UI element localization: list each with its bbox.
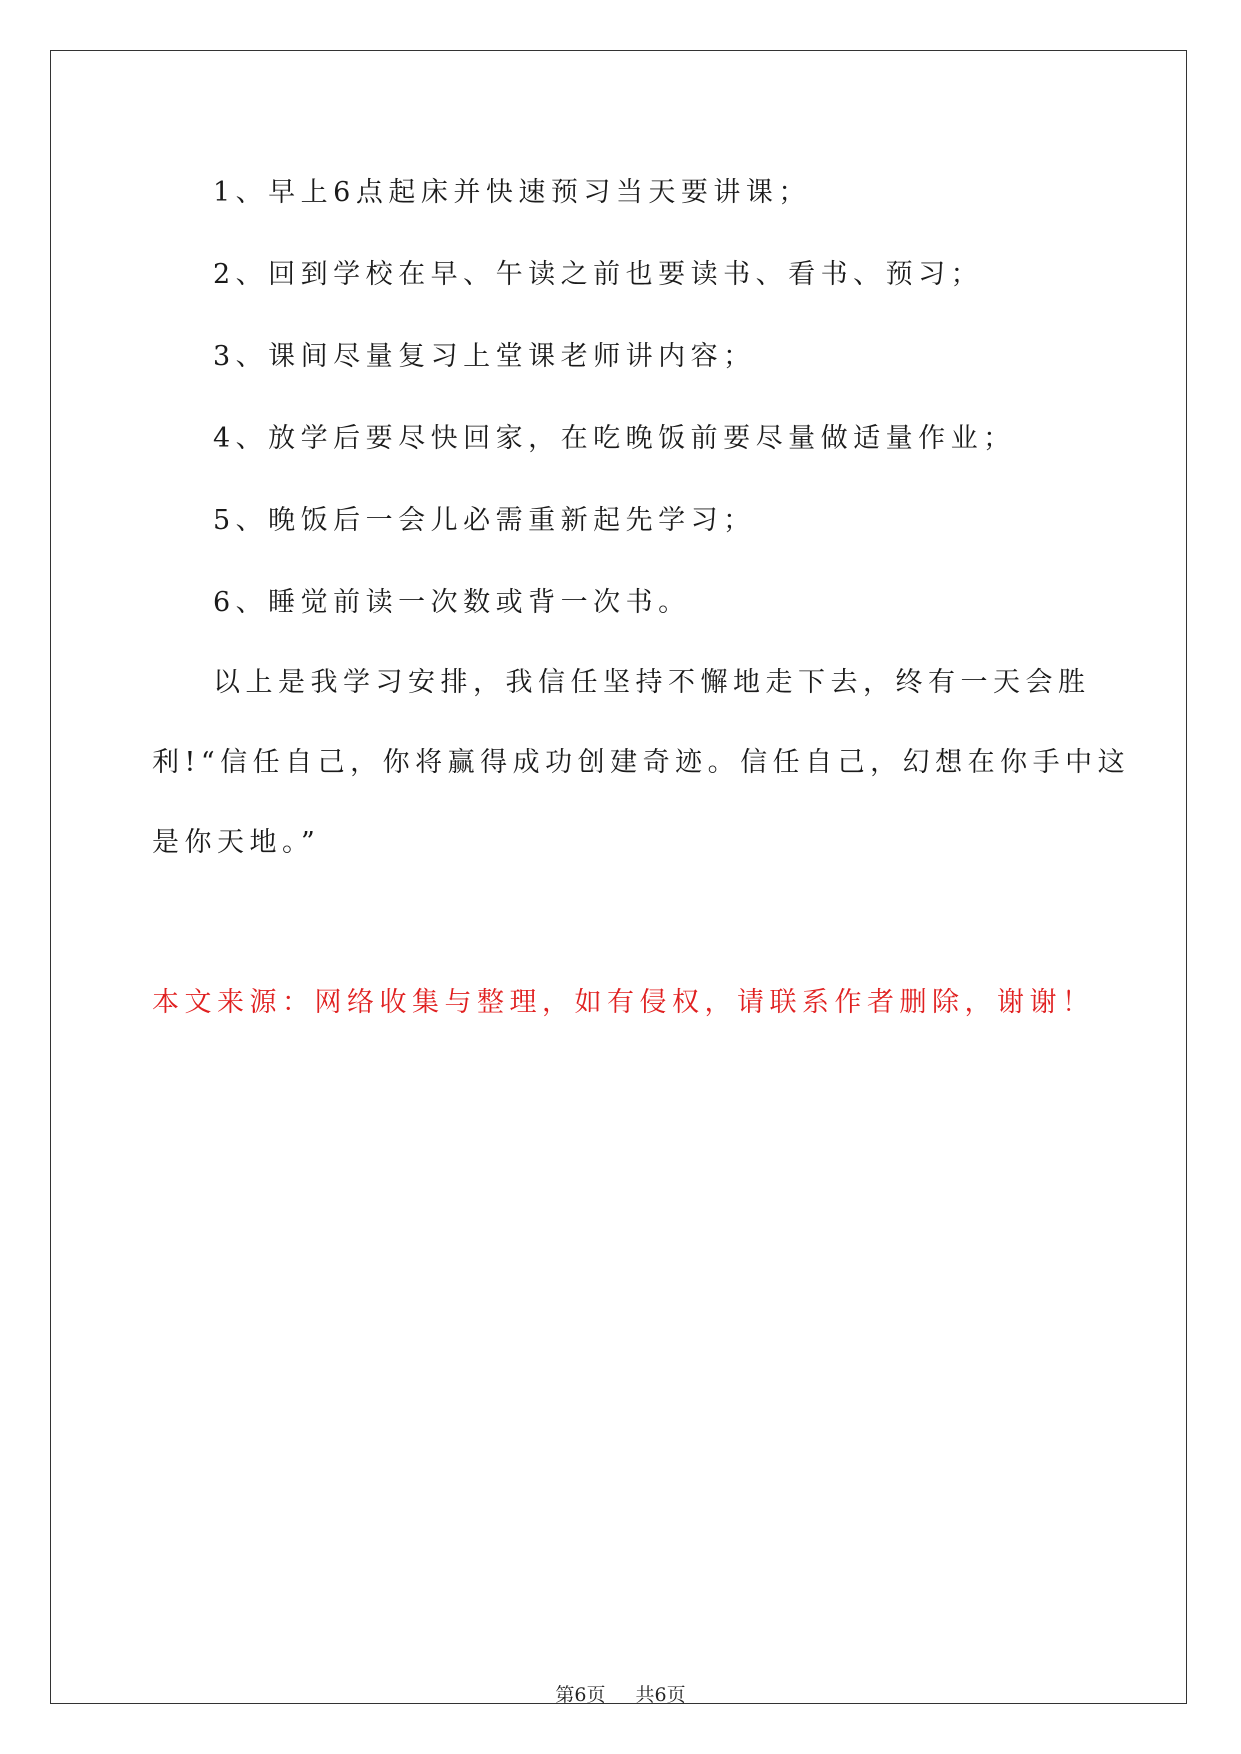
paragraph-line: 以上是我学习安排，我信任坚持不懈地走下去，终有一天会胜 bbox=[213, 667, 1091, 698]
paragraph-line: 是你天地。” bbox=[152, 827, 321, 858]
page-total: 共6页 bbox=[635, 1684, 686, 1706]
source-note: 本文来源：网络收集与整理，如有侵权，请联系作者删除，谢谢！ bbox=[152, 987, 1095, 1018]
list-item: 3、课间尽量复习上堂课老师讲内容； bbox=[213, 341, 756, 372]
page-frame bbox=[50, 50, 1187, 1704]
list-item: 4、放学后要尽快回家，在吃晚饭前要尽量做适量作业； bbox=[213, 423, 1016, 454]
list-item: 5、晚饭后一会儿必需重新起先学习； bbox=[213, 505, 756, 536]
paragraph-line: 利!“信任自己，你将赢得成功创建奇迹。信任自己，幻想在你手中这 bbox=[152, 747, 1131, 778]
page-number: 第6页 bbox=[555, 1684, 606, 1706]
page-footer bbox=[0, 1680, 1241, 1707]
list-item: 6、睡觉前读一次数或背一次书。 bbox=[213, 587, 691, 618]
list-item: 2、回到学校在早、午读之前也要读书、看书、预习； bbox=[213, 259, 984, 290]
list-item: 1、早上6点起床并快速预习当天要讲课； bbox=[213, 177, 811, 208]
